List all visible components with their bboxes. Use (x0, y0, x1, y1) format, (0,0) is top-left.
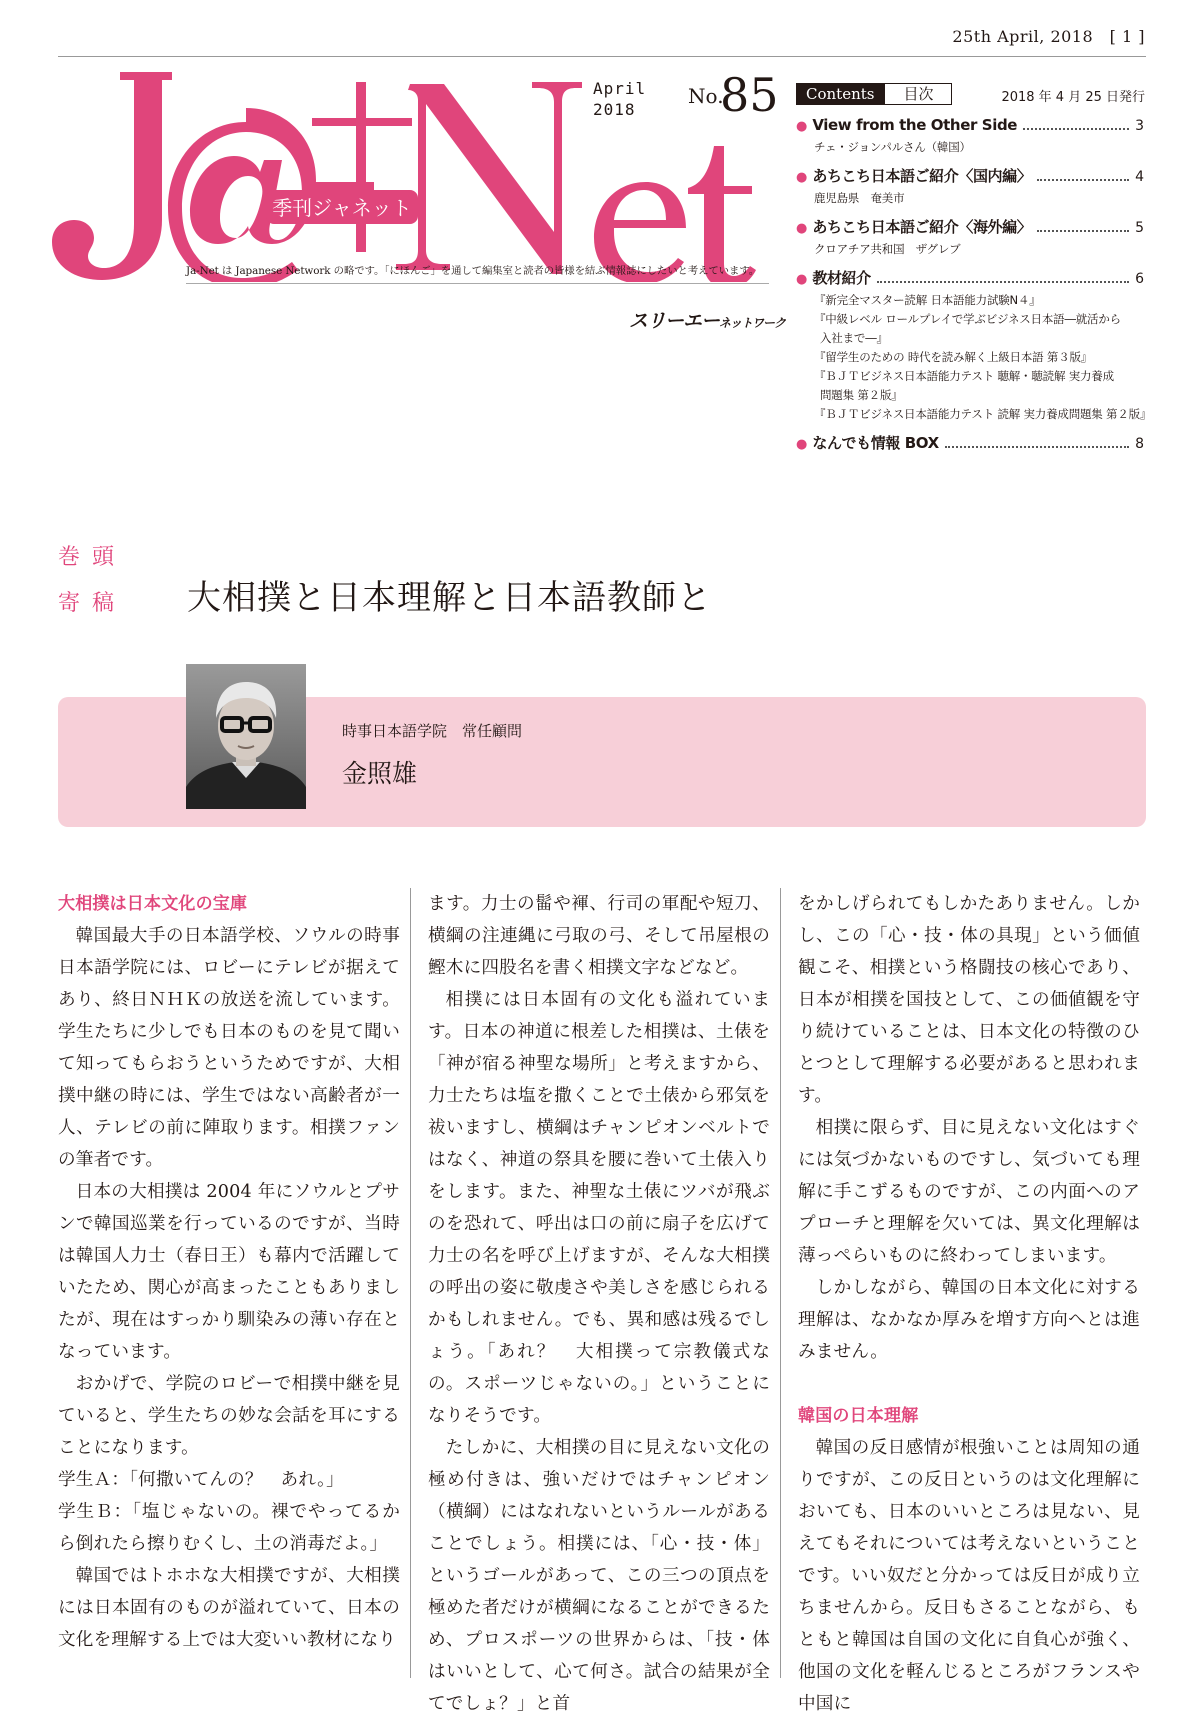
body-paragraph: たしかに、大相撲の目に見えない文化の極め付きは、強いだけではチャンピオン（横綱）にはなれないというルールがあることでしょう。相撲には、「心・技・体」というゴールがあって、この三つの頂点を極めた者だけが横綱になることができるため、プロスポーツの世界からは、「技・体はいいとして、心て何さ。試合の結果が全てでしょ？」と首 (428, 1438, 770, 1714)
leader-dots (1037, 230, 1129, 232)
publisher-logo (629, 306, 785, 333)
bullet-icon: ● (796, 170, 808, 185)
body-column-2 (428, 888, 770, 1720)
contents-item-subtitle: 『ＢＪＴビジネス日本語能力テスト 聴解・聴読解 実力養成 (814, 369, 1114, 383)
body-paragraph: 学生Ａ：「何撒いてんの？ あれ。」 (58, 1470, 344, 1490)
body-column-3 (798, 888, 1140, 1720)
author-photo (186, 664, 306, 809)
contents-item (796, 216, 1144, 259)
logo-sub-label: 季刊ジャネット (272, 196, 412, 220)
leader-dots (1037, 179, 1129, 181)
issue-no-label: No. (688, 84, 724, 108)
contents-row (796, 216, 1144, 240)
ja-net-logo (50, 62, 790, 282)
issue-month: April (593, 79, 647, 98)
publisher-name-small: ネットワーク (719, 316, 786, 330)
tagline: Ja-Net は Japanese Network の略です。「にほんご」を通して編集室と読者の皆様を結ぶ情報誌にしたいと考えています。 (186, 265, 759, 277)
contents-item-subtitle: 『留学生のための 時代を読み解く上級日本語 第３版』 (814, 350, 1093, 364)
contents-item-title: View from the Other Side (812, 116, 1018, 134)
kanto-label-1: 巻頭 (58, 545, 127, 570)
contents-item-page: 3 (1135, 118, 1144, 134)
leader-dots (1023, 128, 1129, 130)
column-divider-2 (780, 888, 781, 1678)
contents-row (796, 165, 1144, 189)
publish-date: 2018 年 4 月 25 日発行 (1001, 90, 1145, 105)
body-paragraph: しかしながら、韓国の日本文化に対する理解は、なかなか厚みを増す方向へとは進みません。 (798, 1278, 1140, 1362)
section-heading: 韓国の日本理解 (798, 1406, 919, 1426)
contents-item-subtitle: チェ・ジョンパルさん（韓国） (814, 140, 971, 154)
leader-dots (945, 446, 1129, 448)
contents-item-subtitle: 『中級レベル ロールプレイで学ぶビジネス日本語―就活から (814, 312, 1121, 326)
contents-item-subtitle: 『新完全マスター読解 日本語能力試験N４』 (814, 293, 1041, 307)
contents-item-page: 5 (1135, 220, 1144, 236)
section-heading: 大相撲は日本文化の宝庫 (58, 894, 248, 914)
body-paragraph: 韓国最大手の日本語学校、ソウルの時事日本語学院には、ロビーにテレビが据えてあり、終日ＮＨＫの放送を流しています。学生たちに少しでも日本のものを見て聞いて知ってもらおうというためですが、大相撲中継の時には、学生ではない高齢者が一人、テレビの前に陣取ります。相撲ファンの筆者です。 (58, 926, 400, 1170)
author-affiliation: 時事日本語学院 常任顧問 (342, 722, 523, 740)
publisher-name: スリーエー (629, 310, 720, 332)
contents-item (796, 267, 1152, 424)
contents-item (796, 432, 1144, 456)
contents-item-subtitle: 鹿児島県 奄美市 (814, 191, 905, 205)
article-headline: 大相撲と日本理解と日本語教師と (187, 578, 712, 618)
contents-item-subtitle: クロアチア共和国 ザグレブ (814, 242, 961, 256)
issue-year: 2018 (593, 100, 636, 119)
contents-item-title: 教材紹介 (812, 269, 871, 287)
column-divider-1 (410, 888, 411, 1678)
bullet-icon: ● (796, 221, 808, 236)
dateline: 25th April, 2018 [ 1 ] (952, 27, 1145, 46)
contents-header (796, 83, 952, 105)
contents-item-page: 6 (1135, 271, 1144, 287)
contents-row (796, 114, 1144, 138)
issue-date (593, 78, 646, 120)
contents-item-page: 4 (1135, 169, 1144, 185)
kanto-label-2: 寄稿 (58, 591, 127, 616)
contents-item-subtitle: 入社まで―』 (820, 331, 888, 345)
contents-label-jp: 目次 (884, 83, 952, 105)
body-paragraph: 学生Ｂ：「塩じゃないの。裸でやってるから倒れたら擦りむくし、土の消毒だよ。」 (58, 1502, 400, 1554)
table-of-contents (796, 114, 1152, 464)
spacer (798, 1368, 1140, 1400)
tagline-rule (186, 283, 769, 284)
body-paragraph: をかしげられてもしかたありません。しかし、この「心・技・体の具現」という価値観こそ、相撲という格闘技の核心であり、日本が相撲を国技として、この価値観を守り続けていることは、日本文化の特徴のひとつとして理解する必要があると思われます。 (798, 894, 1140, 1106)
top-rule (58, 56, 1146, 57)
body-column-1 (58, 888, 400, 1656)
contents-item (796, 114, 1144, 157)
body-paragraph: 韓国の反日感情が根強いことは周知の通りですが、この反日というのは文化理解においても、日本のいいところは見ない、見えてもそれについては考えないということです。いい奴だと分かっては反日が成り立ちませんから。反日もさることながら、もともと韓国は自国の文化に自負心が強く、他国の文化を軽んじるところがフランスや中国に (798, 1438, 1140, 1714)
body-paragraph: 相撲に限らず、目に見えない文化はすぐには気づかないものですし、気づいても理解に手こずるものですが、この内面へのアプローチと理解を欠いては、異文化理解は薄っぺらいものに終わってしまいます。 (798, 1118, 1140, 1266)
contents-item-page: 8 (1135, 436, 1144, 452)
issue-number: 85 (720, 68, 779, 122)
bullet-icon: ● (796, 437, 808, 452)
body-paragraph: 韓国ではトホホな大相撲ですが、大相撲には日本固有のものが溢れていて、日本の文化を理解する上では大変いい教材になり (58, 1566, 400, 1650)
contents-label-en: Contents (796, 83, 884, 105)
contents-item-title: なんでも情報 BOX (812, 434, 939, 452)
bullet-icon: ● (796, 272, 808, 287)
contents-item-title: あちこち日本語ご紹介〈国内編〉 (812, 167, 1032, 185)
body-paragraph: ます。力士の髷や褌、行司の軍配や短刀、横綱の注連縄に弓取の弓、そして吊屋根の鰹木に四股名を書く相撲文字などなど。 (428, 894, 770, 978)
contents-item-subtitle: 問題集 第２版』 (820, 388, 903, 402)
contents-item (796, 165, 1144, 208)
body-paragraph: 日本の大相撲は 2004 年にソウルとプサンで韓国巡業を行っているのですが、当時は韓国人力士（春日王）も幕内で活躍していたため、関心が高まったこともありましたが、現在はすっかり馴染みの薄い存在となっています。 (58, 1182, 400, 1362)
leader-dots (877, 281, 1129, 283)
body-paragraph: 相撲には日本固有の文化も溢れています。日本の神道に根差した相撲は、土俵を「神が宿る神聖な場所」と考えますから、力士たちは塩を撒くことで土俵から邪気を祓いますし、横綱はチャンピオンベルトではなく、神道の祭具を腰に巻いて土俵入りをします。また、神聖な土俵にツバが飛ぶのを恐れて、呼出は口の前に扇子を広げて力士の名を呼び上げますが、そんな大相撲の呼出の姿に敬虔さや美しさを感じられるかもしれません。でも、異和感は残るでしょう。「あれ？ 大相撲って宗教儀式なの。スポーツじゃないの。」ということになりそうです。 (428, 990, 770, 1426)
contents-item-title: あちこち日本語ご紹介〈海外編〉 (812, 218, 1032, 236)
body-paragraph: おかげで、学院のロビーで相撲中継を見ていると、学生たちの妙な会話を耳にすることになります。 (58, 1374, 400, 1458)
author-name: 金照雄 (342, 759, 418, 788)
contents-row (796, 267, 1144, 291)
bullet-icon: ● (796, 119, 808, 134)
contents-item-subtitle: 『ＢＪＴビジネス日本語能力テスト 読解 実力養成問題集 第２版』 (814, 407, 1152, 421)
contents-row (796, 432, 1144, 456)
